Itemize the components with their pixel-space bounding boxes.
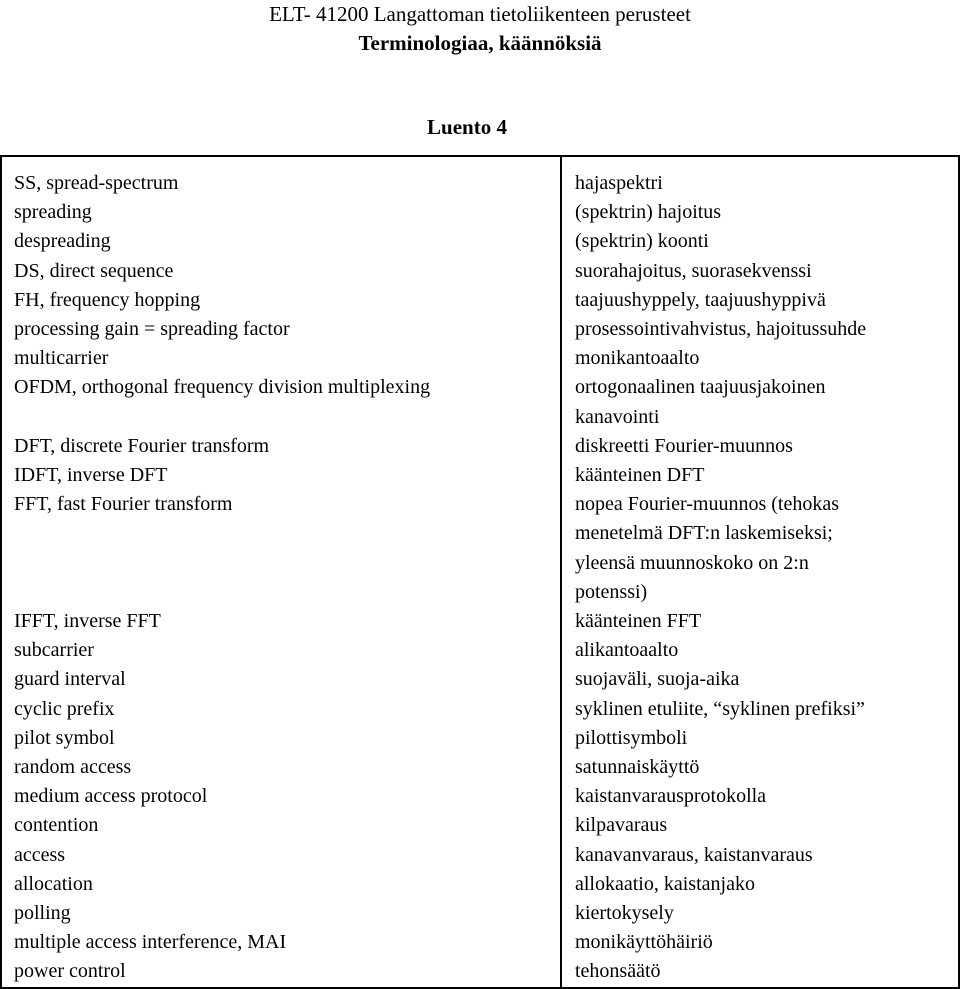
finnish-term: diskreetti Fourier-muunnos — [575, 434, 793, 457]
english-term: access — [14, 843, 66, 866]
finnish-term: kaistanvarausprotokolla — [575, 785, 767, 808]
english-term: SS, spread-spectrum — [14, 172, 179, 194]
english-term: spreading — [14, 201, 92, 224]
english-term: multicarrier — [14, 347, 109, 370]
english-term: IFFT, inverse FFT — [14, 610, 161, 633]
finnish-term: kilpavaraus — [575, 814, 668, 837]
finnish-term: pilottisymboli — [575, 726, 688, 749]
finnish-term: suojaväli, suoja-aika — [575, 668, 740, 691]
english-term: power control — [14, 960, 126, 983]
english-term: FFT, fast Fourier transform — [14, 493, 233, 516]
finnish-term: ortogonaalinen taajuusjakoinen — [575, 376, 826, 399]
english-term: FH, frequency hopping — [14, 288, 201, 311]
english-term: subcarrier — [14, 639, 94, 662]
finnish-term: taajuushyppely, taajuushyppivä — [575, 288, 826, 311]
finnish-term: monikantoaalto — [575, 347, 700, 370]
english-term: despreading — [14, 230, 111, 253]
finnish-term: potenssi) — [575, 580, 648, 603]
finnish-term: tehonsäätö — [575, 960, 661, 983]
finnish-term: yleensä muunnoskoko on 2:n — [575, 551, 809, 574]
finnish-term: syklinen etuliite, “syklinen prefiksi” — [575, 697, 865, 720]
finnish-term: prosessointivahvistus, hajoitussuhde — [575, 318, 867, 341]
english-term: random access — [14, 756, 132, 779]
english-term: guard interval — [14, 668, 126, 691]
english-term: cyclic prefix — [14, 697, 115, 720]
english-term — [14, 519, 554, 548]
finnish-term: menetelmä DFT:n laskemiseksi; — [575, 522, 833, 545]
english-term — [14, 578, 554, 607]
finnish-term: alikantoaalto — [575, 639, 679, 662]
english-term: DS, direct sequence — [14, 259, 174, 282]
page-subtitle: Terminologiaa, käännöksiä — [358, 31, 602, 55]
english-term — [14, 403, 554, 432]
english-term: pilot symbol — [14, 726, 115, 749]
english-terms-column — [1, 156, 561, 988]
finnish-term: kanavointi — [575, 405, 660, 428]
finnish-term: allokaatio, kaistanjako — [575, 872, 755, 895]
english-term: processing gain = spreading factor — [14, 318, 290, 341]
english-term: medium access protocol — [14, 785, 208, 808]
english-term: polling — [14, 902, 71, 925]
terminology-table — [0, 155, 960, 989]
finnish-term: käänteinen FFT — [575, 610, 702, 633]
finnish-term: satunnaiskäyttö — [575, 756, 700, 779]
lecture-heading: Luento 4 — [427, 115, 507, 139]
finnish-term: nopea Fourier-muunnos (tehokas — [575, 493, 839, 516]
english-term: DFT, discrete Fourier transform — [14, 434, 270, 457]
english-term: allocation — [14, 872, 93, 895]
finnish-term: käänteinen DFT — [575, 464, 705, 487]
english-term — [14, 549, 554, 578]
english-term: IDFT, inverse DFT — [14, 464, 168, 487]
finnish-term: kanavanvaraus, kaistanvaraus — [575, 843, 813, 866]
english-term: multiple access interference, MAI — [14, 931, 287, 954]
course-title: ELT- 41200 Langattoman tietoliikenteen perusteet — [269, 2, 691, 26]
finnish-term: monikäyttöhäiriö — [575, 931, 713, 954]
table-row — [1, 156, 959, 988]
finnish-term: kiertokysely — [575, 902, 674, 925]
finnish-term: hajaspektri — [575, 172, 663, 194]
finnish-term: (spektrin) hajoitus — [575, 201, 722, 224]
english-term: OFDM, orthogonal frequency division multiplexing — [14, 376, 431, 399]
finnish-term: suorahajoitus, suorasekvenssi — [575, 259, 812, 282]
english-term: contention — [14, 814, 99, 837]
finnish-term: (spektrin) koonti — [575, 230, 709, 253]
finnish-translations-column — [561, 156, 959, 988]
